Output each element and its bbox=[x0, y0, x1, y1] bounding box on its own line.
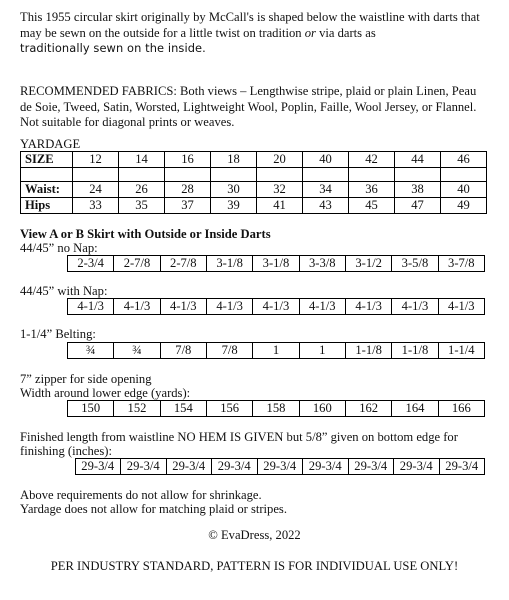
size-table-row bbox=[21, 198, 487, 214]
size-table-row bbox=[21, 152, 487, 168]
size-table-cell bbox=[441, 168, 487, 182]
size-table-cell: 34 bbox=[303, 182, 349, 198]
yardage-cell: 29-3/4 bbox=[212, 459, 258, 475]
yardage-cell: 3-7/8 bbox=[438, 256, 484, 272]
yardage-cell: ¾ bbox=[114, 343, 160, 359]
size-table-cell bbox=[349, 168, 395, 182]
intro-text-3: traditionally sewn on the inside. bbox=[20, 41, 206, 55]
size-table-cell bbox=[395, 168, 441, 182]
size-table-cell: 20 bbox=[257, 152, 303, 168]
yardage-cell: 3-5/8 bbox=[392, 256, 438, 272]
yardage-cell: 1-1/4 bbox=[438, 343, 484, 359]
yardage-cell: 29-3/4 bbox=[303, 459, 349, 475]
size-table-cell: 37 bbox=[165, 198, 211, 214]
yardage-cell: 152 bbox=[114, 401, 160, 417]
yardage-row bbox=[68, 256, 485, 272]
view-heading: View A or B Skirt with Outside or Inside Darts bbox=[20, 227, 271, 241]
yardage-cell: 4-1/3 bbox=[438, 299, 484, 315]
yardage-cell: 3-1/2 bbox=[345, 256, 391, 272]
yardage-cell: 4-1/3 bbox=[160, 299, 206, 315]
note-matching: Yardage does not allow for matching plaid or stripes. bbox=[20, 502, 287, 516]
size-table-cell: 44 bbox=[395, 152, 441, 168]
width-label: Width around lower edge (yards): bbox=[20, 386, 191, 400]
intro-text-2: via darts as bbox=[315, 25, 376, 40]
width-table bbox=[67, 400, 485, 417]
yardage-cell: 2-3/4 bbox=[68, 256, 114, 272]
size-table-cell: 30 bbox=[211, 182, 257, 198]
yardage-row bbox=[68, 299, 485, 315]
zipper-label: 7” zipper for side opening bbox=[20, 372, 152, 386]
size-table-cell: 49 bbox=[441, 198, 487, 214]
yardage-cell: 7/8 bbox=[160, 343, 206, 359]
intro-text: This 1955 circular skirt originally by McCall's is shaped below the waistline with darts that may be sewn on the outside for a little twist on tradition bbox=[20, 10, 480, 40]
size-table-cell: 24 bbox=[73, 182, 119, 198]
yardage-cell: 29-3/4 bbox=[166, 459, 212, 475]
size-table-row bbox=[21, 182, 487, 198]
yardage-cell: 4-1/3 bbox=[345, 299, 391, 315]
size-table-label bbox=[21, 168, 73, 182]
with-nap-table bbox=[67, 298, 485, 315]
size-table-cell: 32 bbox=[257, 182, 303, 198]
yardage-cell: 4-1/3 bbox=[206, 299, 252, 315]
intro-or: or bbox=[304, 25, 316, 40]
yardage-cell: 3-1/8 bbox=[253, 256, 299, 272]
yardage-heading: YARDAGE bbox=[20, 137, 81, 151]
size-table-cell: 40 bbox=[303, 152, 349, 168]
size-table-cell: 35 bbox=[119, 198, 165, 214]
size-table-cell bbox=[165, 168, 211, 182]
length-table bbox=[20, 458, 485, 475]
length-label: Finished length from waistline NO HEM IS GIVEN but 5/8” given on bottom edge for bbox=[20, 430, 458, 444]
yardage-cell: 3-1/8 bbox=[206, 256, 252, 272]
yardage-cell: 156 bbox=[206, 401, 252, 417]
size-table-cell bbox=[257, 168, 303, 182]
yardage-row bbox=[20, 459, 485, 475]
yardage-cell: 162 bbox=[345, 401, 391, 417]
size-table-cell: 38 bbox=[395, 182, 441, 198]
yardage-cell: 29-3/4 bbox=[348, 459, 394, 475]
yardage-cell: 1-1/8 bbox=[392, 343, 438, 359]
yardage-row bbox=[68, 401, 485, 417]
belting-label: 1-1/4” Belting: bbox=[20, 327, 96, 341]
yardage-cell: 29-3/4 bbox=[394, 459, 440, 475]
yardage-cell: 154 bbox=[160, 401, 206, 417]
copyright: © EvaDress, 2022 bbox=[208, 528, 301, 542]
size-table-cell: 28 bbox=[165, 182, 211, 198]
note-shrinkage: Above requirements do not allow for shrinkage. bbox=[20, 488, 262, 502]
yardage-cell: 4-1/3 bbox=[299, 299, 345, 315]
size-table-cell: 16 bbox=[165, 152, 211, 168]
yardage-cell: 2-7/8 bbox=[114, 256, 160, 272]
with-nap-label: 44/45” with Nap: bbox=[20, 284, 108, 298]
yardage-cell: 4-1/3 bbox=[253, 299, 299, 315]
size-table-cell: 42 bbox=[349, 152, 395, 168]
yardage-cell: 29-3/4 bbox=[121, 459, 167, 475]
size-table-cell: 39 bbox=[211, 198, 257, 214]
size-table-cell: 12 bbox=[73, 152, 119, 168]
yardage-cell: 3-3/8 bbox=[299, 256, 345, 272]
size-table-cell: 41 bbox=[257, 198, 303, 214]
yardage-cell: 4-1/3 bbox=[392, 299, 438, 315]
size-table-cell bbox=[73, 168, 119, 182]
size-table-label: Hips bbox=[21, 198, 73, 214]
size-table-label: Waist: bbox=[21, 182, 73, 198]
size-table-cell: 36 bbox=[349, 182, 395, 198]
yardage-cell: 29-3/4 bbox=[257, 459, 303, 475]
yardage-cell: 2-7/8 bbox=[160, 256, 206, 272]
footer-notice: PER INDUSTRY STANDARD, PATTERN IS FOR INDIVIDUAL USE ONLY! bbox=[50, 559, 459, 573]
size-table-cell: 46 bbox=[441, 152, 487, 168]
size-table-label: SIZE bbox=[21, 152, 73, 168]
size-table-row bbox=[21, 168, 487, 182]
yardage-cell: 1-1/8 bbox=[345, 343, 391, 359]
no-nap-label: 44/45” no Nap: bbox=[20, 241, 98, 255]
yardage-spacer bbox=[20, 459, 75, 475]
belting-table bbox=[67, 342, 485, 359]
yardage-cell: 164 bbox=[392, 401, 438, 417]
yardage-cell: 29-3/4 bbox=[75, 459, 121, 475]
size-table bbox=[20, 151, 487, 214]
yardage-cell: 4-1/3 bbox=[114, 299, 160, 315]
size-table-cell: 47 bbox=[395, 198, 441, 214]
size-table-cell: 45 bbox=[349, 198, 395, 214]
yardage-cell: 29-3/4 bbox=[439, 459, 485, 475]
size-table-cell: 40 bbox=[441, 182, 487, 198]
size-table-cell bbox=[211, 168, 257, 182]
yardage-cell: 166 bbox=[438, 401, 484, 417]
intro-paragraph bbox=[20, 10, 490, 57]
yardage-cell: 4-1/3 bbox=[68, 299, 114, 315]
yardage-cell: 158 bbox=[253, 401, 299, 417]
size-table-cell bbox=[303, 168, 349, 182]
no-nap-table bbox=[67, 255, 485, 272]
yardage-cell: 1 bbox=[253, 343, 299, 359]
size-table-cell: 43 bbox=[303, 198, 349, 214]
yardage-cell: ¾ bbox=[68, 343, 114, 359]
yardage-cell: 1 bbox=[299, 343, 345, 359]
fabrics-paragraph: RECOMMENDED FABRICS: Both views – Lengthwise stripe, plaid or plain Linen, Peau de Soie, Tweed, Satin, Worsted, Lightweight Wool, Poplin, Faille, Wool Jersey, or Flannel. Not suitable for diagonal prints or weaves. bbox=[20, 84, 477, 129]
size-table-cell: 14 bbox=[119, 152, 165, 168]
yardage-cell: 150 bbox=[68, 401, 114, 417]
yardage-cell: 160 bbox=[299, 401, 345, 417]
size-table-cell: 18 bbox=[211, 152, 257, 168]
yardage-row bbox=[68, 343, 485, 359]
finishing-label: finishing (inches): bbox=[20, 444, 112, 458]
size-table-cell: 26 bbox=[119, 182, 165, 198]
yardage-cell: 7/8 bbox=[206, 343, 252, 359]
size-table-cell bbox=[119, 168, 165, 182]
size-table-cell: 33 bbox=[73, 198, 119, 214]
